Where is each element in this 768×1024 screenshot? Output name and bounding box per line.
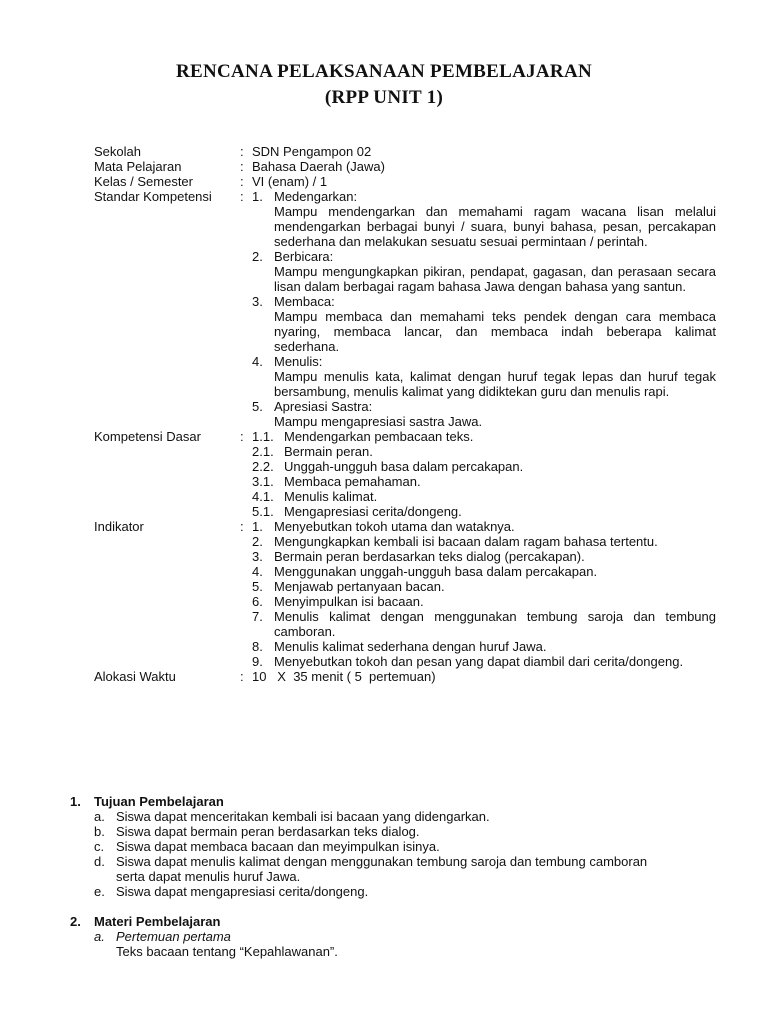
row-sekolah	[94, 144, 716, 159]
item-number: 4.	[252, 354, 263, 369]
item-text: Membaca pemahaman.	[284, 474, 421, 489]
item-number: 1.	[252, 519, 263, 534]
item-number: 2.	[252, 249, 263, 264]
item-text: Menulis kalimat.	[284, 489, 378, 504]
list-item	[94, 839, 716, 854]
row-alokasi-waktu	[94, 669, 716, 684]
item-number: 1.1.	[252, 429, 274, 444]
list-item	[94, 809, 716, 824]
item-letter: b.	[94, 824, 105, 839]
item-number: 3.	[252, 549, 263, 564]
item-heading: Menulis:	[274, 354, 323, 369]
row-indikator	[94, 519, 716, 669]
list-item	[252, 444, 716, 459]
list-item	[252, 594, 716, 609]
label-standar-kompetensi: Standar Kompetensi	[94, 189, 212, 204]
item-text: Siswa dapat bermain peran berdasarkan teks dialog.	[116, 824, 420, 839]
list-item	[94, 824, 716, 839]
colon: :	[240, 174, 244, 189]
item-text: Menjawab pertanyaan bacan.	[274, 579, 445, 594]
item-heading: Medengarkan:	[274, 189, 358, 204]
list-item	[252, 519, 716, 534]
document-subtitle: (RPP UNIT 1)	[324, 87, 444, 108]
item-detail: Teks bacaan tentang “Kepahlawanan”.	[116, 944, 338, 959]
item-text: Mampu mendengarkan dan memahami ragam wacana lisan melalui mendengarkan berbagai bunyi / suara, bunyi bahasa, pesan, percakapan sederhana dan melakukan sesuatu sesuai permintaan / perintah.	[274, 204, 716, 249]
item-heading: Apresiasi Sastra:	[274, 399, 373, 414]
item-text: Menulis kalimat dengan menggunakan tembung saroja dan tembung camboran.	[274, 609, 716, 639]
list-item	[252, 549, 716, 564]
item-text: Siswa dapat membaca bacaan dan meyimpulkan isinya.	[116, 839, 440, 854]
item-number: 5.	[252, 399, 263, 414]
item-text: Siswa dapat mengapresiasi cerita/dongeng.	[116, 884, 369, 899]
list-item	[252, 189, 716, 249]
item-text: Menyebutkan tokoh utama dan wataknya.	[274, 519, 515, 534]
value-kelas-semester: VI (enam) / 1	[252, 174, 328, 189]
item-letter: a.	[94, 809, 105, 824]
item-text: Mampu mengapresiasi sastra Jawa.	[274, 414, 483, 429]
colon: :	[240, 429, 244, 444]
item-text: Siswa dapat menceritakan kembali isi bacaan yang didengarkan.	[116, 809, 490, 824]
item-text: Bermain peran.	[284, 444, 373, 459]
item-text: Mampu mengungkapkan pikiran, pendapat, gagasan, dan perasaan secara lisan dalam berbagai ragam bahasa Jawa dengan bahasa yang santun.	[274, 264, 716, 294]
list-item	[252, 489, 716, 504]
section-materi-pembelajaran	[70, 914, 716, 959]
item-text: Mampu membaca dan memahami teks pendek dengan cara membaca nyaring, membaca lancar, dan membaca indah beberapa kalimat sederhana.	[274, 309, 716, 354]
item-text: Unggah-ungguh basa dalam percakapan.	[284, 459, 524, 474]
item-number: 4.	[252, 564, 263, 579]
item-number: 2.	[252, 534, 263, 549]
standar-kompetensi-list	[252, 189, 716, 429]
colon: :	[240, 159, 244, 174]
item-text: Bermain peran berdasarkan teks dialog (percakapan).	[274, 549, 585, 564]
label-kelas-semester: Kelas / Semester	[94, 174, 193, 189]
document-title: RENCANA PELAKSANAAN PEMBELAJARAN	[175, 61, 592, 82]
list-item	[94, 929, 716, 944]
item-number: 1.	[252, 189, 263, 204]
row-kelas-semester	[94, 174, 716, 189]
item-text: Menyimpulkan isi bacaan.	[274, 594, 424, 609]
list-item	[252, 429, 716, 444]
list-item	[252, 249, 716, 294]
item-letter: e.	[94, 884, 105, 899]
item-text: Menulis kalimat sederhana dengan huruf Jawa.	[274, 639, 547, 654]
item-letter: c.	[94, 839, 105, 854]
colon: :	[240, 189, 244, 204]
list-item	[252, 609, 716, 639]
colon: :	[240, 669, 244, 684]
label-sekolah: Sekolah	[94, 144, 141, 159]
item-text: Mampu menulis kata, kalimat dengan huruf tegak lepas dan huruf tegak bersambung, menulis kalimat yang didiktekan guru dan menulis rapi.	[274, 369, 716, 399]
list-item	[252, 294, 716, 354]
list-item	[252, 504, 716, 519]
item-number: 6.	[252, 594, 263, 609]
item-text: Siswa dapat menulis kalimat dengan menggunakan tembung saroja dan tembung camboran serta dapat menulis huruf Jawa.	[116, 854, 648, 884]
indikator-list	[252, 519, 716, 669]
item-letter: a.	[94, 929, 105, 944]
item-number: 2.1.	[252, 444, 274, 459]
label-indikator: Indikator	[94, 519, 144, 534]
item-text: Menggunakan unggah-ungguh basa dalam percakapan.	[274, 564, 598, 579]
item-number: 3.	[252, 294, 263, 309]
section-heading	[70, 794, 716, 809]
value-sekolah: SDN Pengampon 02	[252, 144, 372, 159]
item-text: Pertemuan pertama	[116, 929, 231, 944]
item-number: 3.1.	[252, 474, 274, 489]
item-number: 4.1.	[252, 489, 274, 504]
section-heading	[70, 914, 716, 929]
item-text: Mendengarkan pembacaan teks.	[284, 429, 474, 444]
item-number: 9.	[252, 654, 263, 669]
colon: :	[240, 144, 244, 159]
item-text: Menyebutkan tokoh dan pesan yang dapat diambil dari cerita/dongeng.	[274, 654, 684, 669]
section-title: Tujuan Pembelajaran	[94, 794, 224, 809]
row-mata-pelajaran	[94, 159, 716, 174]
item-number: 7.	[252, 609, 263, 624]
section-number: 2.	[70, 914, 81, 929]
list-item	[252, 639, 716, 654]
list-item	[252, 354, 716, 399]
label-kompetensi-dasar: Kompetensi Dasar	[94, 429, 201, 444]
value-mata-pelajaran: Bahasa Daerah (Jawa)	[252, 159, 385, 174]
item-number: 8.	[252, 639, 263, 654]
identity-block	[94, 144, 716, 684]
section-tujuan-pembelajaran	[70, 794, 716, 899]
list-item	[252, 474, 716, 489]
list-item	[252, 459, 716, 474]
item-text: Mengungkapkan kembali isi bacaan dalam ragam bahasa tertentu.	[274, 534, 658, 549]
list-item	[252, 579, 716, 594]
kompetensi-dasar-list	[252, 429, 716, 519]
list-item	[252, 654, 716, 669]
item-number: 2.2.	[252, 459, 274, 474]
list-item	[94, 854, 716, 884]
item-text: Mengapresiasi cerita/dongeng.	[284, 504, 462, 519]
list-item	[252, 399, 716, 429]
item-letter: d.	[94, 854, 105, 869]
section-title: Materi Pembelajaran	[94, 914, 221, 929]
item-number: 5.	[252, 579, 263, 594]
item-heading: Membaca:	[274, 294, 335, 309]
list-item	[252, 564, 716, 579]
label-alokasi-waktu: Alokasi Waktu	[94, 669, 176, 684]
colon: :	[240, 519, 244, 534]
row-kompetensi-dasar	[94, 429, 716, 519]
section-number: 1.	[70, 794, 81, 809]
label-mata-pelajaran: Mata Pelajaran	[94, 159, 182, 174]
value-alokasi-waktu: 10 X 35 menit ( 5 pertemuan)	[252, 669, 436, 684]
list-item	[252, 534, 716, 549]
item-heading: Berbicara:	[274, 249, 334, 264]
item-number: 5.1.	[252, 504, 274, 519]
row-standar-kompetensi	[94, 189, 716, 429]
list-item	[94, 884, 716, 899]
